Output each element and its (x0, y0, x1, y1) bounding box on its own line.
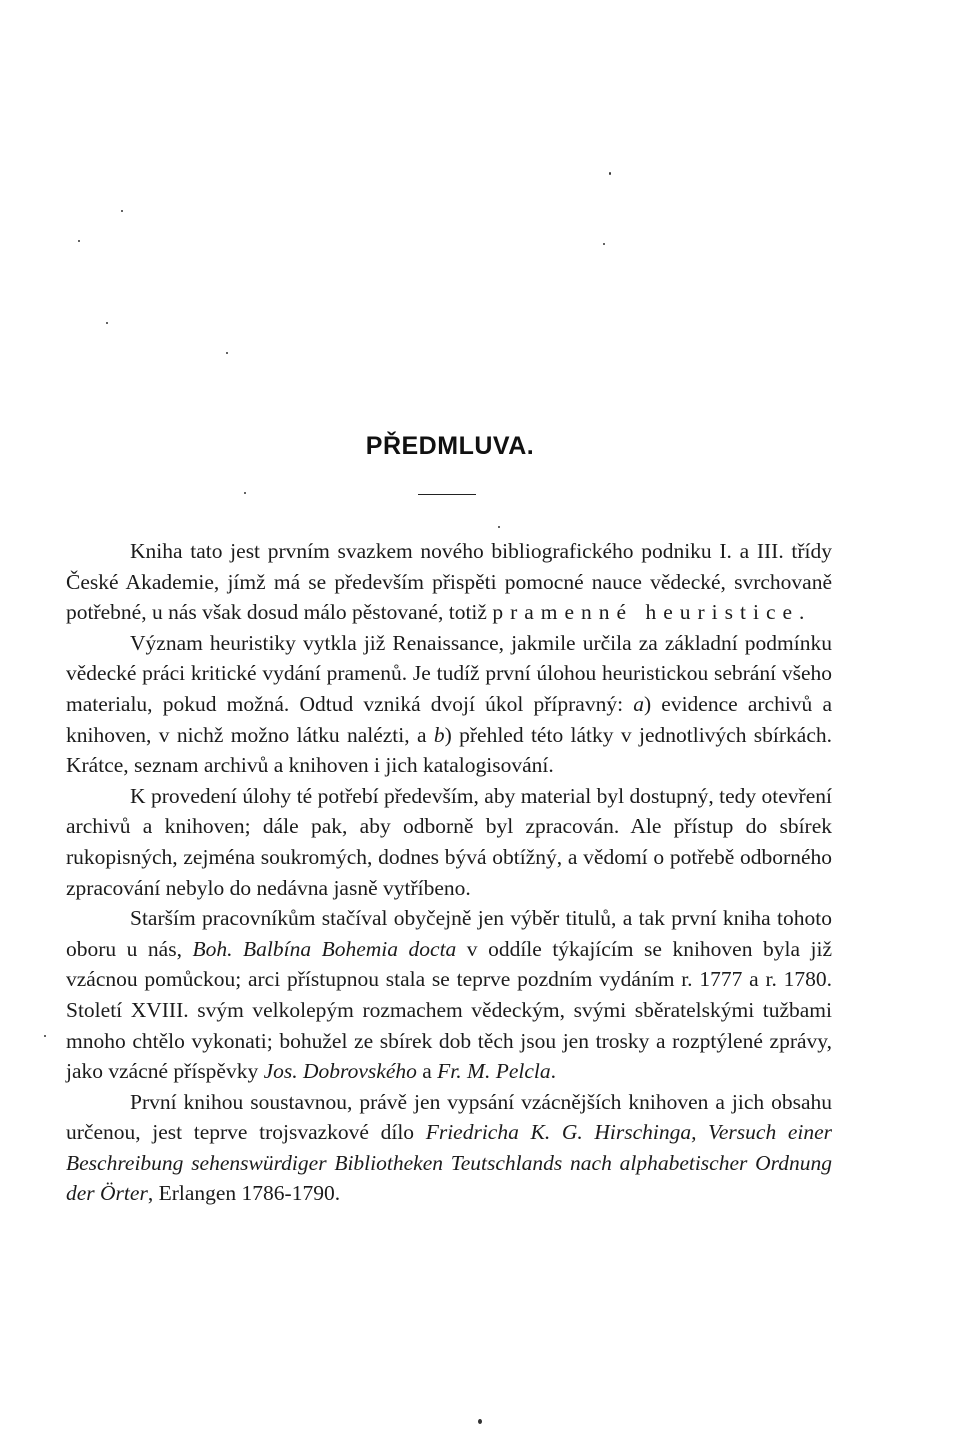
paragraph (66, 1087, 832, 1209)
body-text (66, 536, 832, 1209)
text-segment: K provedení úlohy té potřebí především, aby material byl dostupný, tedy otevření archivů a knihoven; dále pak, aby odborně byl zpracován. Ale přístup do sbírek rukopisných, zejména soukromých, dodnes bývá obtížný, a vědomí o potřebě odborného zpracování nebylo do nedávna jasně vytříbeno. (66, 783, 832, 900)
scan-speck (478, 1419, 482, 1424)
scan-speck (78, 240, 80, 242)
paragraph (66, 903, 832, 1087)
scan-speck (609, 172, 611, 175)
text-segment: ) evidence archivů a knihoven, v nichž možno látku nalézti, a (66, 691, 832, 747)
text-segment: První knihou soustavnou, právě jen vypsání vzácnějších knihoven a jich obsahu určenou, jest teprve trojsvazkové dílo (66, 1089, 832, 1145)
text-segment: . (799, 600, 805, 625)
scan-speck (121, 210, 123, 212)
italic-text: Fr. M. Pelcla (437, 1059, 551, 1084)
paragraph (66, 628, 832, 781)
page-title: PŘEDMLUVA. (365, 432, 535, 460)
scan-speck (603, 243, 605, 245)
paragraph (66, 781, 832, 903)
text-segment: ) přehled této látky v jednotlivých sbírkách. Krátce, seznam archivů a knihoven i jich katalogisování. (66, 722, 833, 778)
text-segment: , Erlangen 1786-1790. (147, 1181, 341, 1206)
scan-speck (226, 352, 228, 354)
scan-speck (44, 1035, 46, 1037)
text-segment: . (550, 1059, 556, 1084)
text-segment: Význam heuristiky vytkla již Renaissance, jakmile určila za základní podmínku vědecké práci kritické vydání pramenů. Je tudíž první úlohou heuristickou sebrání všeho materialu, pokud možná. Odtud vzniká dvojí úkol přípravný: (66, 630, 832, 716)
italic-text: Boh. Balbína Bohemia docta (192, 936, 457, 961)
scan-speck (106, 322, 108, 324)
italic-text: Jos. Dobrovského (263, 1059, 417, 1084)
text-segment: a (416, 1059, 438, 1084)
text-segment: Starším pracovníkům stačíval obyčejně jen výběr titulů, a tak první kniha tohoto oboru u nás, (66, 906, 832, 961)
scan-speck (498, 526, 500, 528)
italic-text: Friedricha K. G. Hirschinga, Versuch einer Beschreibung sehenswürdiger Bibliotheken Teutschlands nach alphabetischer Ordnung der Örter (66, 1120, 833, 1206)
text-segment: v oddíle týkajícím se knihoven byla již vzácnou pomůckou; arci přístupnou stala se teprve pozdním vydáním r. 1777 a r. 1780. Století XVIII. svým velkolepým rozmachem vědeckým, svými sběratelskými tužbami mnoho chtělo vykonati; bohužel ze sbírek dob těch jsou jen trosky a rozptýlené zprávy, jako vzácné příspěvky (66, 936, 832, 1084)
italic-text: b (433, 722, 445, 747)
spaced-text: pramenné heuristice (492, 600, 800, 625)
title-rule (418, 494, 476, 495)
text-segment: Kniha tato jest prvním svazkem nového bibliografického podniku I. a III. třídy České Akademie, jímž má se především přispěti pomocné nauce vědecké, svrchovaně potřebné, u nás však dosud málo pěstované, totiž (66, 539, 832, 625)
scan-speck (244, 492, 246, 494)
italic-text: a (633, 691, 644, 716)
paragraph (66, 536, 832, 628)
